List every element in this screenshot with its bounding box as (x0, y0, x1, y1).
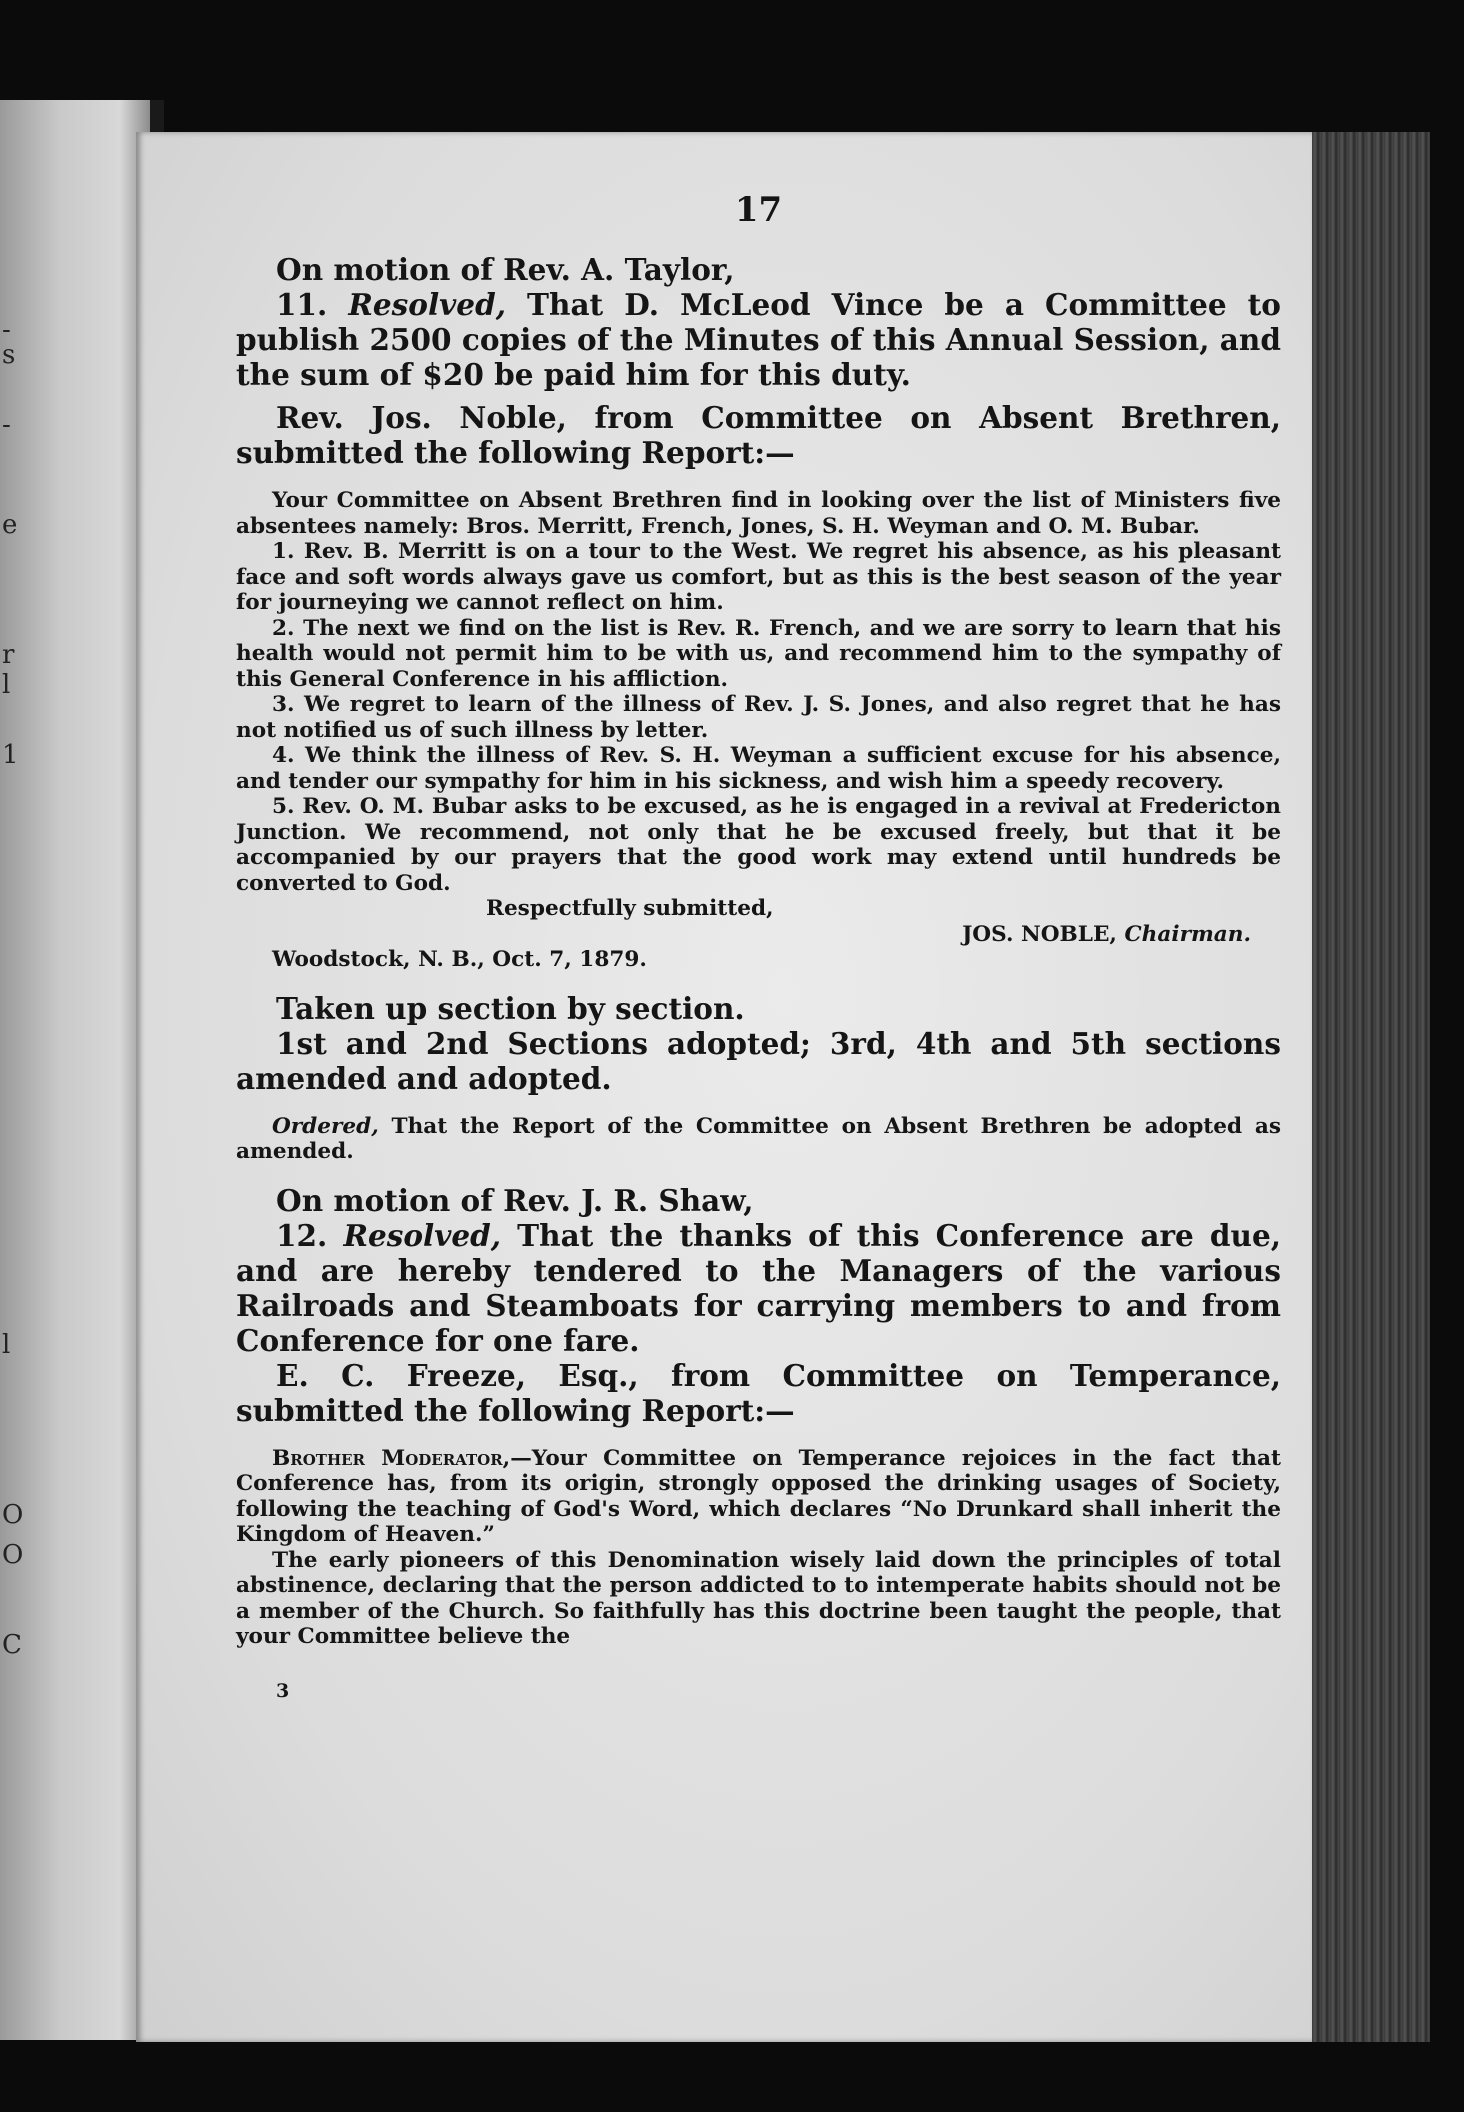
temperance-report-para: The early pioneers of this Denomination wisely laid down the principles of total abstinence, declaring that the person addicted to to intemperate habits should not be a member of the Church. So faithfully has this doctrine been taught the people, that your Committee believe the (236, 1547, 1281, 1649)
motion-line: On motion of Rev. A. Taylor, (276, 252, 735, 287)
taken-up-line: Taken up section by section. (276, 990, 745, 1026)
signature-mark: 3 (276, 1679, 290, 1702)
resolution-11 (236, 287, 1281, 392)
salutation: Brother Moderator, (272, 1445, 511, 1471)
chairman-title: Chairman. (1124, 921, 1251, 947)
report-intro-absent: Rev. Jos. Noble, from Committee on Absent Brethren, submitted the following Report:— (236, 400, 1281, 470)
resolution-number: 12. (276, 1217, 328, 1253)
motion-line: On motion of Rev. J. R. Shaw, (276, 1182, 754, 1218)
place-date: Woodstock, N. B., Oct. 7, 1879. (272, 947, 647, 972)
resolution-12 (236, 1218, 1281, 1358)
absent-report-para: 4. We think the illness of Rev. S. H. Weyman a sufficient excuse for his absence, and tender our sympathy for him in his sickness, and wish him a speedy recovery. (236, 743, 1281, 794)
ordered-para (236, 1114, 1281, 1165)
left-page-margin-fragments (2, 100, 42, 2040)
left-fragment: - (2, 410, 11, 440)
left-facing-page (0, 100, 150, 2040)
left-fragment: 1 (2, 740, 19, 770)
page-stack-edge (1312, 132, 1430, 2042)
left-fragment: C (2, 1630, 22, 1660)
document-page (136, 132, 1312, 2042)
left-fragment: O (2, 1500, 24, 1530)
chairman-name: JOS. NOBLE, (962, 921, 1117, 947)
absent-report-para: Your Committee on Absent Brethren find in looking over the list of Ministers five absentees namely: Bros. Merritt, French, Jones, S. H. Weyman and O. M. Bubar. (236, 488, 1281, 539)
page-number: 17 (734, 190, 783, 230)
temperance-report-para (236, 1446, 1281, 1548)
absent-report-para: 1. Rev. B. Merritt is on a tour to the West. We regret his absence, as his pleasant face and soft words always gave us comfort, but as this is the best season of the year for journeying we cannot reflect on him. (236, 539, 1281, 615)
ordered-text: That the Report of the Committee on Absent Brethren be adopted as amended. (236, 1113, 1281, 1164)
left-fragment: e (2, 510, 18, 540)
absent-report-para: 3. We regret to learn of the illness of Rev. J. S. Jones, and also regret that he has not notified us of such illness by letter. (236, 692, 1281, 743)
page-content (236, 190, 1281, 1702)
left-fragment: l (2, 670, 11, 700)
temperance-text: —Your Committee on Temperance rejoices in the fact that Conference has, from its origin, strongly opposed the drinking usages of Society, following the teaching of God's Word, which declares “No Drunkard shall inherit the Kingdom of Heaven.” (236, 1445, 1281, 1547)
resolved-label: Resolved, (348, 287, 506, 322)
ordered-label: Ordered, (272, 1113, 379, 1139)
respectfully-submitted: Respectfully submitted, (486, 896, 774, 921)
resolution-text: That the thanks of this Conference are due, and are hereby tendered to the Managers of the various Railroads and Steamboats for carrying members to and from Conference for one fare. (236, 1217, 1281, 1358)
chairman-signature (236, 922, 1281, 948)
resolved-label: Resolved, (343, 1217, 502, 1253)
absent-report-para: 2. The next we find on the list is Rev. R. French, and we are sorry to learn that his health would not permit him to be with us, and recommend him to the sympathy of this General Conference in his affliction. (236, 615, 1281, 692)
left-fragment: s (2, 340, 16, 370)
resolution-text: That D. McLeod Vince be a Committee to publish 2500 copies of the Minutes of this Annual Session, and the sum of $20 be paid him for this duty. (236, 287, 1281, 392)
left-fragment: O (2, 1540, 24, 1570)
resolution-number: 11. (276, 287, 328, 322)
left-fragment: l (2, 1330, 11, 1360)
report-intro-temperance: E. C. Freeze, Esq., from Committee on Temperance, submitted the following Report:— (236, 1357, 1281, 1428)
absent-report-para: 5. Rev. O. M. Bubar asks to be excused, as he is engaged in a revival at Fredericton Junction. We recommend, not only that he be excused freely, but that it be accompanied by our prayers that the good work may extend until hundreds be converted to God. (236, 794, 1281, 896)
left-fragment: - (2, 315, 11, 345)
left-fragment: r (2, 640, 15, 670)
sections-adopted: 1st and 2nd Sections adopted; 3rd, 4th and 5th sections amended and adopted. (236, 1025, 1281, 1096)
